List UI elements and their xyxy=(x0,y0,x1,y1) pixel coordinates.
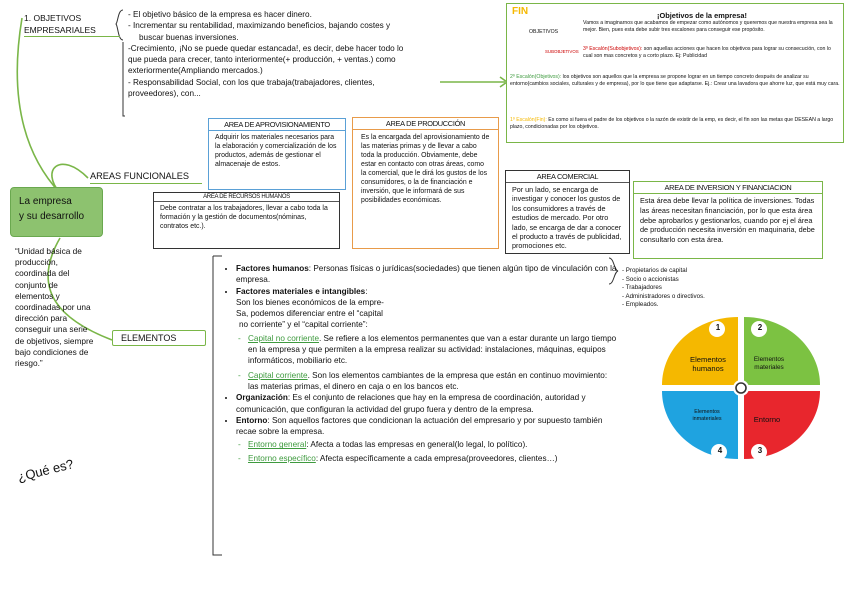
humanos-list-item: - Administradores o directivos. xyxy=(622,292,705,300)
objetivos-text xyxy=(128,9,448,99)
fin-step3 xyxy=(583,46,839,59)
materiales-intro-1: Son los bienes económicos de la empre- xyxy=(236,297,384,307)
aprovisionamiento-body: Adquirir los materiales necesarios para la elaboración y comercialización de los productos, además de gestionar el almacenaje de estos. xyxy=(215,134,337,168)
entorno-general-text: : Afecta a todas las empresas en general(lo legal, lo político). xyxy=(306,440,528,450)
factores-humanos-text: : Personas físicas o jurídicas(sociedades) que tienen algún tipo de vinculación con la empresa. xyxy=(236,264,617,285)
capital-corriente-label: Capital corriente xyxy=(248,370,308,380)
materiales-intro-2: Sa, podemos diferenciar entre el “capital xyxy=(236,309,383,319)
quad-num-2: 2 xyxy=(757,323,763,332)
entorno-especifico-label: Entorno específico xyxy=(248,453,316,463)
factores-materiales-item xyxy=(236,286,618,393)
inversion-title: AREA DE INVERSION Y FINANCIACION xyxy=(634,182,822,194)
elementos-quadrant-graphic xyxy=(660,313,840,463)
organizacion-label: Organización xyxy=(236,393,288,403)
objetivo-line-3: buscar buenas inversiones. xyxy=(139,32,239,42)
area-recursos-humanos xyxy=(153,192,340,249)
entorno-general-item xyxy=(248,439,618,450)
objetivo-line-1: - El objetivo básico de la empresa es hacer dinero. xyxy=(128,10,312,19)
humanos-list-text: Administradores o directivos. xyxy=(625,292,705,300)
fin-step3-text: son aquellas acciones que hacen los objetivos para lograr su consecución, con lo cual son mas concretos y a corto plazo. Ej: Publicidad xyxy=(583,46,831,59)
factores-humanos-label: Factores humanos xyxy=(236,264,309,273)
elementos-label: ELEMENTOS xyxy=(112,330,206,346)
root-node xyxy=(10,187,103,237)
area-produccion xyxy=(352,117,499,249)
entorno-label: Entorno xyxy=(236,415,268,425)
organizacion-text: : Es el conjunto de relaciones que hay en la empresa de coordinación, autoridad y comunicación, que configuran la actividad del grupo fuera y dentro de la empresa. xyxy=(236,393,586,414)
humanos-list-item: - Empleados. xyxy=(622,301,659,309)
fin-intro: Vamos a imaginarnos que acabamos de empezar como autónomos y queremos que nuestra empresa sea la mejor. Bien, pues esta debe subir tres escalones para conseguir ese propósito. xyxy=(583,20,833,33)
factores-materiales-colon: : xyxy=(365,286,368,296)
fin-step2-label: 2º Escalón(Objetivos): xyxy=(510,74,562,80)
objetivo-line-7: - Responsabilidad Social, con los que trabaja(trabajadores, clientes, xyxy=(128,77,375,87)
inversion-body: Esta área debe llevar la política de inversiones. Todas las áreas necesitan financiación, por lo que esta área debe aprobarlos y gestionarlos, cuando por ej el área de producción necesita inversión en maquinaria, debe consultarlo con esta área. xyxy=(640,196,815,245)
factores-humanos-item xyxy=(236,263,618,286)
fin-panel xyxy=(506,3,844,143)
humanos-list-text: Socio o accionistas xyxy=(625,275,679,283)
objetivo-line-5: que pueda para crecer, tanto interiormente(+ producción, + ventas.) como xyxy=(128,55,396,65)
area-comercial xyxy=(505,170,630,254)
fin-step1 xyxy=(510,117,840,130)
fin-step3-label: 3º Escalón(Subobjetivos): xyxy=(583,46,643,52)
quad-label-3: Entorno xyxy=(753,415,781,424)
objetivos-num: 1. xyxy=(24,13,32,23)
capital-no-corriente-item xyxy=(248,333,618,367)
quad-num-4: 4 xyxy=(717,446,723,455)
elementos-content xyxy=(224,263,618,464)
objetivo-line-6: exteriormente(Ampliando mercados.) xyxy=(128,66,263,76)
definition-text: “Unidad básica de producción, coordinada del conjunto de elementos y coordinadas por una dirección para conseguir una serie de objetivos, siempre bajo condiciones de riesgo.” xyxy=(15,246,94,369)
objetivo-line-8: proveedores), con... xyxy=(128,89,201,99)
humanos-list-item: - Propietarios de capital xyxy=(622,267,688,274)
materiales-intro-3: no corriente” y el “capital corriente”: xyxy=(239,320,368,330)
quad-label-1: Elementos humanos xyxy=(690,355,726,373)
fin-step1-label: 1º Escalón(Fin): xyxy=(510,117,547,123)
objetivo-line-2: - Incrementar su rentabilidad, maximizando beneficios, bajando costes y xyxy=(128,21,391,31)
produccion-body: Es la encargada del aprovisionamiento de las materias primas y de llevar a cabo toda la producción. Obviamente, debe estar en contacto con otras áreas, como la comercial, que le dirá los gustos de los consumidores, o la de financiación e inversión, que le informará de sus posibilidades económicas. xyxy=(361,134,490,204)
humanos-list xyxy=(622,267,722,310)
fin-title: ¡Objetivos de la empresa! xyxy=(657,11,747,20)
capital-no-corriente-text: . Se refiere a los elementos permanentes que van a estar durante un largo tiempo en la empresa y que permiten a la empresa realizar su actividad: instalaciones, máquinas, equipos informáticos, mobiliario etc. xyxy=(248,333,617,366)
humanos-list-text: Empleados. xyxy=(625,301,659,309)
quadrant-1-shape xyxy=(662,317,738,385)
fin-step1-text: Es como si fuera el padre de los objetivos o la razón de existir de la emp, es decir, el fin son las metas que DESEAN a largo plazo, condicionadas por los objetivos. xyxy=(510,117,834,130)
comercial-title: AREA COMERCIAL xyxy=(506,171,629,183)
humanos-list-text: Propietarios de capital xyxy=(625,267,688,274)
objetivos-step-label: OBJETIVOS xyxy=(529,29,559,35)
quad-label-2: Elementos materiales xyxy=(753,356,785,371)
quad-label-4: Elementos inmateriales xyxy=(692,409,722,422)
subobjetivos-step-label: SUBOBJETIVOS xyxy=(545,49,579,54)
entorno-text: : Son aquellos factores que condicionan la actuación del empresario y por supuesto también recae sobre la empresa. xyxy=(236,415,603,437)
produccion-title: AREA DE PRODUCCIÓN xyxy=(353,118,498,130)
fin-step2 xyxy=(510,74,840,87)
organizacion-item xyxy=(236,392,618,415)
capital-no-corriente-label: Capital no corriente xyxy=(248,333,319,343)
entorno-general-label: Entorno general xyxy=(248,440,307,450)
quad-num-1: 1 xyxy=(715,323,721,332)
humanos-list-item: - Socio o accionistas xyxy=(622,275,679,283)
factores-materiales-label: Factores materiales e intangibles xyxy=(236,286,366,296)
area-aprovisionamiento xyxy=(208,118,346,190)
rrhh-body: Debe contratar a los trabajadores, llevar a cabo toda la formación y la gestión de documentos(nóminas, contratos etc.). xyxy=(160,205,328,230)
areas-label: AREAS FUNCIONALES xyxy=(90,171,202,184)
entorno-especifico-item xyxy=(248,453,618,464)
objetivos-label xyxy=(24,12,120,37)
fin-label: FIN xyxy=(512,6,529,17)
entorno-especifico-text: : Afecta específicamente a cada empresa(proveedores, clientes…) xyxy=(315,453,558,463)
area-inversion xyxy=(633,181,823,259)
root-line2: y su desarrollo xyxy=(19,211,85,222)
humanos-list-text: Trabajadores xyxy=(625,284,662,292)
quad-num-3: 3 xyxy=(757,446,763,455)
capital-corriente-item xyxy=(248,370,618,393)
fin-step2-text: los objetivos son aquellos que la empresa se propone lograr en un tiempo concreto después de analizar su entorno(cambios sociales, culturales y de empresa), por lo que tiene que adaptarse. Ej.: Crear una lavadora que ahorre luz, que está muy cara. xyxy=(510,74,840,87)
humanos-list-item: - Trabajadores xyxy=(622,284,662,292)
entorno-item xyxy=(236,415,618,464)
root-line1: La empresa xyxy=(19,196,72,207)
objetivos-title: OBJETIVOS EMPRESARIALES xyxy=(24,13,96,35)
rrhh-title: AREA DE RECURSOS HUMANOS xyxy=(154,193,339,202)
comercial-body: Por un lado, se encarga de investigar y conocer los gustos de los consumidores a través de estudios de mercado. Por otro lado, se encarga de dar a conocer el producto a través de publicidad, promociones etc. xyxy=(512,185,622,251)
que-es-label: ¿Qué es? xyxy=(16,456,76,485)
objetivo-line-4: -Crecimiento, ¡No se puede quedar estancada!, es decir, debe hacer todo lo xyxy=(128,43,404,53)
aprovisionamiento-title: AREA DE APROVISIONAMIENTO xyxy=(209,119,345,131)
quadrant-4-shape xyxy=(662,391,738,459)
capital-corriente-text: . Son los elementos cambiantes de la empresa que están en continuo movimiento: las materias primas, el dinero en caja o en los bancos etc. xyxy=(248,370,608,391)
